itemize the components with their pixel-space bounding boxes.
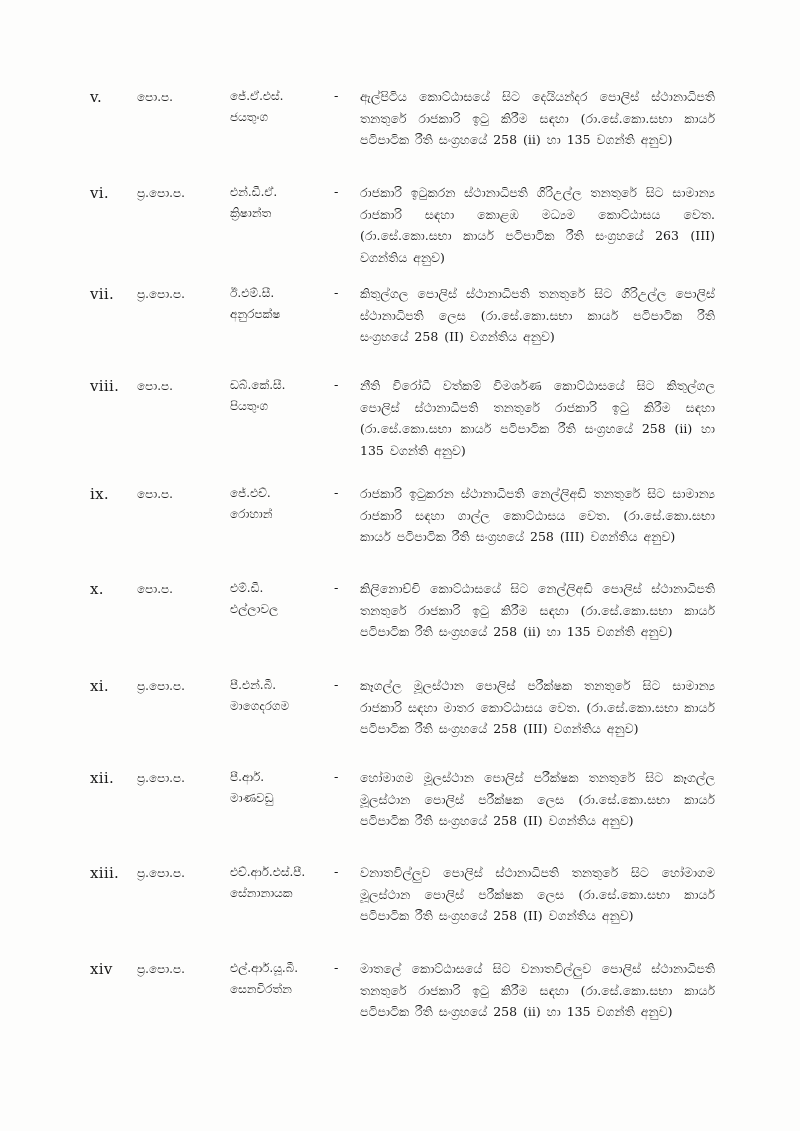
transfer-description: කෑගල්ල මූලස්ථාන පොලිස් පරීක්ෂක තනතුරේ සිට සාමාන්‍ය රාජකාරි සඳහා මාතර කොට්ඨාසය වෙත. (රා.සේ.කො.සභා කාර්ය පටිපාටික රීති සංග්‍රහයේ 258 (III) වගන්තිය අනුව) [360,678,715,736]
officer-rank: පො.ප. [137,90,173,104]
officer-name [230,375,330,417]
officer-name [230,483,330,525]
entry-dash: - [334,581,339,596]
entry-number: xii. [90,769,115,787]
officer-surname: ක්‍රිෂාන්ත [230,206,272,220]
officer-surname: අනුරපක්ෂ [230,307,281,321]
officer-rank: ප්‍ර.පො.ප. [137,287,185,301]
officer-initials: ඩබ්.කේ.සී. [230,378,286,392]
entry-number: xi. [90,677,109,695]
officer-rank: පො.ප. [137,379,173,393]
officer-name [230,862,330,904]
officer-surname: පියතුංග [230,399,269,413]
officer-initials: එච්.ආර්.එස්.පී. [230,865,306,879]
entry-dash: - [334,865,339,880]
officer-name [230,86,330,128]
officer-name [230,958,330,1000]
officer-surname: ජයතුංග [230,110,269,124]
officer-initials: පී.එන්.බී. [230,678,277,692]
officer-name [230,767,330,809]
entry-number: vi. [90,184,109,202]
officer-surname: මාගෙදරගම [230,699,290,713]
officer-initials: ජේ.එච්. [230,486,271,500]
entry-dash: - [334,286,339,301]
transfer-description: ඇල්පිටිය කොට්ඨාසයේ සිට දෙයියන්දර පොලිස් ස්ථානාධිපති තනතුරේ රාජකාරි ඉටු කිරීම සඳහා (රා.සේ.කො.සභා කාර්ය පටිපාටික රීති සංග්‍රහයේ 258 (ii) හා 135 වගන්ති අනුව) [360,89,715,147]
entry-dash: - [334,961,339,976]
transfer-description: නීති විරෝධී වත්කම් විමර්ශණ කොට්ඨාසයේ සිට කිතුල්ගල පොලිස් ස්ථානාධිපති තනතුරේ රාජකාරි ඉටු කිරීම සඳහා (රා.සේ.කො.සභා කාර්ය පටිපාටික රීති සංග්‍රහයේ 258 (ii) හා 135 වගන්ති අනුව) [360,378,715,458]
officer-initials: එල්.ආර්.යූ.බී. [230,961,299,975]
officer-name [230,675,330,717]
entry-number: x. [90,580,104,598]
officer-surname: සෙනවිරත්න [230,982,292,996]
transfer-description: රාජකාරි ඉටුකරන ස්ථානාධිපති නෙල්ලිඅඩි තනතුරේ සිට සාමාන්‍ය රාජකාරි සඳහා ගාල්ල කොට්ඨාසය වෙත. (රා.සේ.කො.සභා කාර්ය පටිපාටික රීති සංග්‍රහයේ 258 (III) වගන්තිය අනුව) [360,486,715,544]
officer-initials: ජේ.ඒ.එස්. [230,89,284,103]
officer-rank: ප්‍ර.පො.ප. [137,962,185,976]
entry-number: viii. [90,377,120,395]
transfer-description: කිලිනොච්චි කොට්ඨාසයේ සිට නෙල්ලිඅඩි පොලිස් ස්ථානාධිපති තනතුරේ රාජකාරි ඉටු කිරීම සඳහා (රා.සේ.කො.සභා කාර්ය පටිපාටික රීති සංග්‍රහයේ 258 (ii) හා 135 වගන්ති අනුව) [360,581,715,639]
entry-dash: - [334,89,339,104]
officer-rank: ප්‍ර.පො.ප. [137,679,185,693]
officer-initials: එම්.ඩී. [230,581,264,595]
entry-dash: - [334,185,339,200]
entry-number: v. [90,88,103,106]
officer-surname: රොහාන් [230,507,273,521]
entry-dash: - [334,678,339,693]
transfer-description: වනාතවිල්ලුව පොලිස් ස්ථානාධිපති තනතුරේ සිට හෝමාගම මූලස්ථාන පොලිස් පරීක්ෂක ලෙස (රා.සේ.කො.සභා කාර්ය පටිපාටික රීති සංග්‍රහයේ 258 (II) වගන්තිය අනුව) [360,865,715,923]
officer-initials: පී.ආර්. [230,770,265,784]
entry-number: xiv [90,960,113,978]
entry-dash: - [334,378,339,393]
entry-number: vii. [90,285,115,303]
officer-rank: පො.ප. [137,487,173,501]
entry-dash: - [334,770,339,785]
officer-surname: එල්ලාවල [230,602,279,616]
officer-rank: පො.ප. [137,582,173,596]
officer-rank: ප්‍ර.පො.ප. [137,866,185,880]
transfer-description: කිතුල්ගල පොලිස් ස්ථානාධිපති තනතුරේ සිට ගිරිඋල්ල පොලිස් ස්ථානාධිපති ලෙස (රා.සේ.කො.සභා කාර්ය පටිපාටික රීති සංග්‍රහයේ 258 (II) වගන්තිය අනුව) [360,286,715,344]
transfer-description: රාජකාරි ඉටුකරන ස්ථානාධිපති ගිරිඋල්ල තනතුරේ සිට සාමාන්‍ය රාජකාරි සඳහා කොළඹ මධ්‍යම කොට්ඨාසය වෙත. (රා.සේ.කො.සභා කාර්ය පටිපාටික රීති සංග්‍රහයේ 263 (III) වගන්තිය අනුව) [360,185,715,265]
transfer-description: හෝමාගම මූලස්ථාන පොලිස් පරීක්ෂක තනතුරේ සිට කෑගල්ල මූලස්ථාන පොලිස් පරීක්ෂක ලෙස (රා.සේ.කො.සභා කාර්ය පටිපාටික රීති සංග්‍රහයේ 258 (II) වගන්තිය අනුව) [360,770,715,828]
officer-name [230,578,330,620]
officer-surname: සේනානායක [230,886,293,900]
officer-rank: ප්‍ර.පො.ප. [137,186,185,200]
officer-initials: එන්.ඩී.ඒ. [230,185,278,199]
officer-name [230,182,330,224]
entry-number: ix. [90,485,109,503]
entry-dash: - [334,486,339,501]
transfer-description: මාතලේ කොට්ඨාසයේ සිට වනාතවිල්ලුව පොලිස් ස්ථානාධිපති තනතුරේ රාජකාරි ඉටු කිරීම සඳහා (රා.සේ.කො.සභා කාර්ය පටිපාටික රීති සංග්‍රහයේ 258 (ii) හා 135 වගන්ති අනුව) [360,961,715,1019]
entry-number: xiii. [90,864,120,882]
officer-surname: මාණවඩු [230,791,274,805]
officer-rank: ප්‍ර.පො.ප. [137,771,185,785]
officer-name [230,283,330,325]
officer-initials: ඊ.එම්.සී. [230,286,275,300]
